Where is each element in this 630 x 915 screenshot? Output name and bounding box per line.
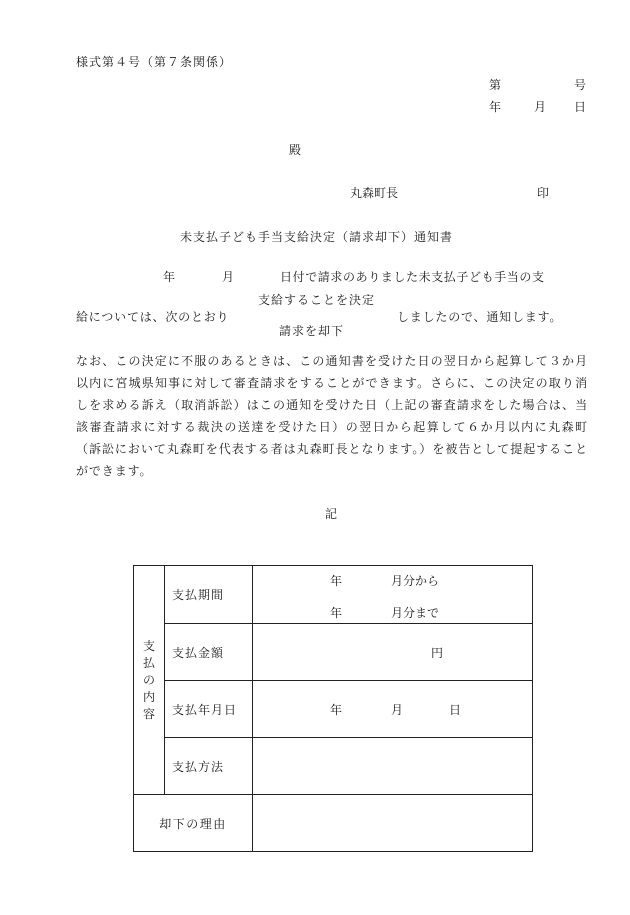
payment-amount-field[interactable] [253,624,533,681]
payment-date-field[interactable] [253,681,533,738]
group-label-char: 容 [142,706,155,721]
payment-date-label: 支払年月日 [165,681,253,738]
payment-amount-label: 支払金額 [165,624,253,681]
payment-date-month: 月 [391,703,404,717]
period-to-year: 年 [330,606,343,620]
option-decide: 支給することを決定 [258,293,376,307]
payment-content-group-label [134,566,165,795]
ki-heading: 記 [325,507,338,521]
period-from-year: 年 [330,574,343,588]
period-to-suffix: 月分まで [391,606,440,620]
addressee-honorific: 殿 [289,143,302,157]
form-number: 様式第４号（第７条関係） [76,55,233,69]
issue-date-year: 年 [489,100,502,114]
seal-mark: 印 [537,186,550,200]
payment-method-field[interactable] [253,738,533,795]
reject-reason-label: 却下の理由 [134,795,253,852]
appeal-notice: なお、この決定に不服のあるときは、この通知書を受けた日の翌日から起算して３か月以内に宮城県知事に対して審査請求をすることができます。さらに、この決定の取り消しを求める訴え（取消訴訟）はこの通知を受けた日（上記の審査請求をした場合は、当該審査請求に対する裁決の送達を受けた日）の翌日から起算して６か月以内に丸森町（訴訟において丸森町を代表する者は丸森町長となります。）を被告として提起することができます。 [76,354,588,478]
payment-period-label: 支払期間 [165,566,253,624]
body-line-1: 日付で請求のありました未支払子ども手当の支 [280,270,545,284]
payment-period-field[interactable] [253,566,533,624]
payment-date-year: 年 [330,703,343,717]
body-line-2-end: しましたので、通知します。 [397,310,563,324]
document-title: 未支払子ども手当支給決定（請求却下）通知書 [180,230,454,244]
body-line-2-start: 給については、次のとおり [76,310,230,324]
issuer-title: 丸森町長 [350,186,399,200]
request-date-year: 年 [163,270,176,284]
group-label-char: 払 [142,655,155,670]
payment-date-day: 日 [449,703,462,717]
request-date-month: 月 [222,270,235,284]
doc-number-prefix: 第 [489,78,502,92]
group-label-char: の [142,672,155,687]
doc-number-suffix: 号 [574,78,587,92]
payment-details-table [133,565,533,852]
issue-date-month: 月 [534,100,547,114]
option-reject: 請求を却下 [279,324,345,338]
payment-method-label: 支払方法 [165,738,253,795]
period-from-suffix: 月分から [391,574,440,588]
group-label-char: 支 [142,638,155,653]
amount-unit: 円 [431,646,444,660]
reject-reason-field[interactable] [253,795,533,852]
group-label-char: 内 [142,689,155,704]
issue-date-day: 日 [574,100,587,114]
